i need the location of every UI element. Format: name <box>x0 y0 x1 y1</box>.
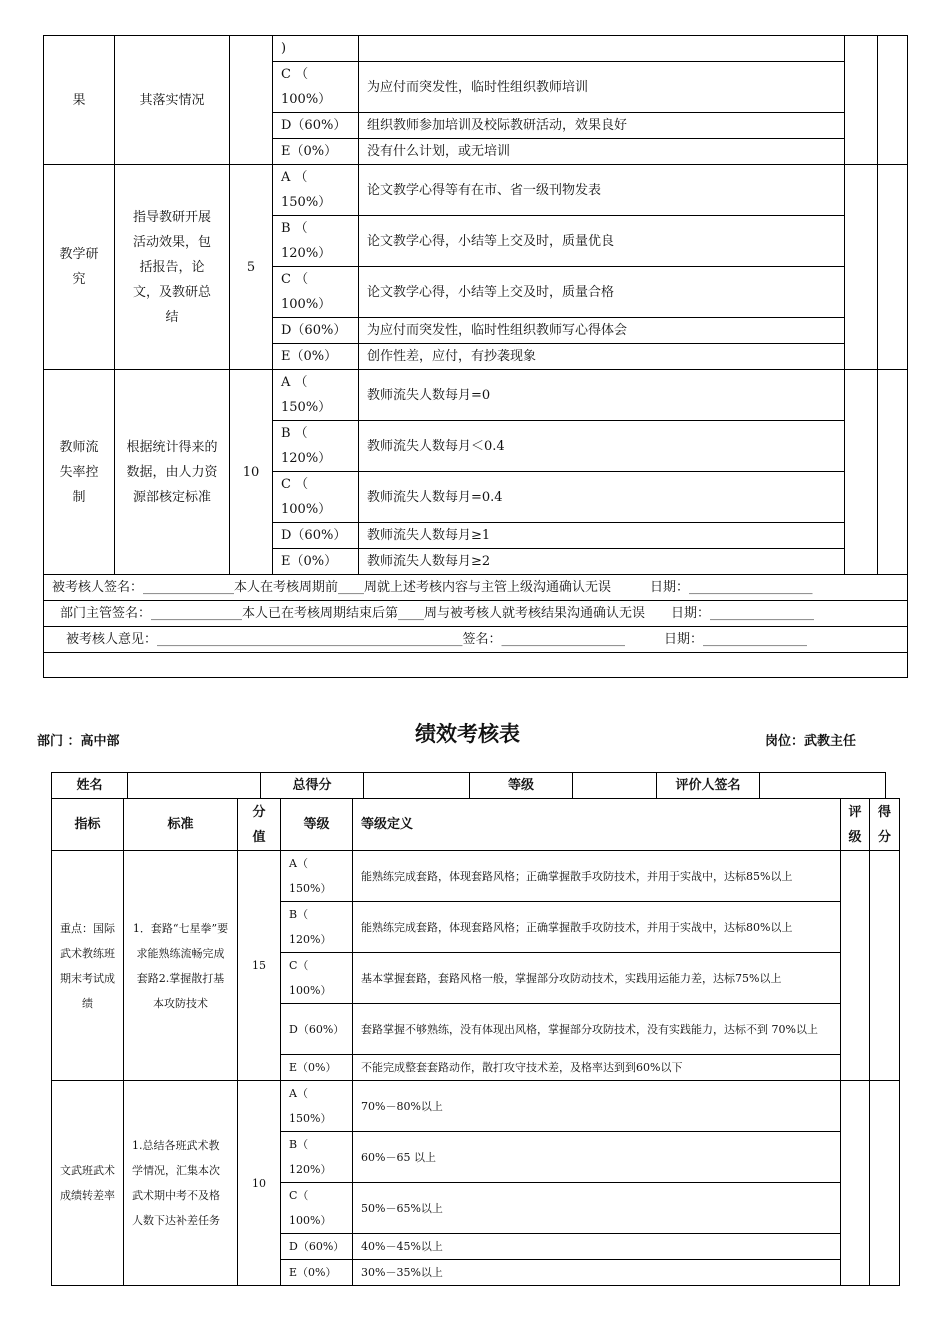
assessment-table <box>51 798 900 1286</box>
header-row <box>52 799 900 851</box>
table-row <box>52 1081 900 1132</box>
grade-cell: B（ 120%） <box>281 902 353 953</box>
score-cell: 5 <box>230 165 273 370</box>
indicator-cell: 果 <box>44 36 115 165</box>
info-table <box>51 772 886 799</box>
blank-cell[interactable] <box>44 653 908 678</box>
rating-cell <box>845 370 878 575</box>
definition-cell: 能熟练完成套路，体现套路风格；正确掌握散手攻防技术，并用于实战中，达标80%以上 <box>353 902 841 953</box>
definition-cell: 60%－65 以上 <box>353 1132 841 1183</box>
grade-cell: B（ 120%） <box>281 1132 353 1183</box>
definition-cell: 组织教师参加培训及校际教研活动，效果良好 <box>359 113 845 139</box>
points-header: 得分 <box>870 799 900 851</box>
points-cell[interactable] <box>870 851 900 1081</box>
blank-row <box>44 653 908 678</box>
definition-cell: 教师流失人数每月=0.4 <box>359 472 845 523</box>
indicator-cell: 教师流失率控制 <box>44 370 115 575</box>
grade-cell: A（ 150%） <box>281 1081 353 1132</box>
definition-cell <box>359 36 845 62</box>
indicator-header: 指标 <box>52 799 124 851</box>
table-row <box>52 851 900 902</box>
definition-cell: 论文教学心得，小结等上交及时，质量优良 <box>359 216 845 267</box>
info-row <box>52 773 886 799</box>
reviewer-field[interactable] <box>760 773 886 799</box>
points-cell <box>878 165 908 370</box>
standard-cell: 1.总结各班武术教学情况，汇集本次武术期中考不及格人数下达补差任务 <box>124 1081 238 1286</box>
standard-cell: 其落实情况 <box>115 36 230 165</box>
rating-cell <box>845 165 878 370</box>
grade-cell: B （ 120%） <box>273 421 359 472</box>
definition-cell: 基本掌握套路，套路风格一般，掌握部分攻防动技术，实践用运能力差，达标75%以上 <box>353 953 841 1004</box>
grade-cell: A （ 150%） <box>273 370 359 421</box>
signature-row <box>44 575 908 601</box>
grade-cell: A （ 150%） <box>273 165 359 216</box>
department-label: 部门 ：高中部 <box>37 734 120 749</box>
definition-header: 等级定义 <box>353 799 841 851</box>
definition-cell: 套路掌握不够熟练，没有体现出风格，掌握部分攻防技术，没有实践能力，达标不到 70%以上 <box>353 1004 841 1055</box>
grade-cell: A（ 150%） <box>281 851 353 902</box>
definition-cell: 没有什么计划，或无培训 <box>359 139 845 165</box>
table-row <box>44 165 908 216</box>
points-cell <box>878 370 908 575</box>
manager-signature-line[interactable]: 部门主管签名：______________本人已在考核周期结束后第____周与被考核人就考核结果沟通确认无误 日期：________________ <box>44 601 908 627</box>
definition-cell: 40%－45%以上 <box>353 1234 841 1260</box>
score-header: 分值 <box>238 799 281 851</box>
grade-cell: C （ 100%） <box>273 267 359 318</box>
name-field[interactable] <box>128 773 261 799</box>
grade-cell: C（ 100%） <box>281 1183 353 1234</box>
points-cell <box>878 36 908 165</box>
standard-cell: 根据统计得来的数据，由人力资源部核定标准 <box>115 370 230 575</box>
grade-cell: C（ 100%） <box>281 953 353 1004</box>
definition-cell: 论文教学心得，小结等上交及时，质量合格 <box>359 267 845 318</box>
continued-assessment-table <box>43 35 908 678</box>
definition-cell: 能熟练完成套路，体现套路风格；正确掌握散手攻防技术，并用于实战中，达标85%以上 <box>353 851 841 902</box>
rating-cell[interactable] <box>841 851 870 1081</box>
score-cell <box>230 36 273 165</box>
grade-cell: D（60%） <box>281 1004 353 1055</box>
grade-cell: ) <box>273 36 359 62</box>
reviewer-label: 评价人签名 <box>657 773 760 799</box>
signature-row <box>44 601 908 627</box>
indicator-cell: 重点：国际武术教练班期末考试成绩 <box>52 851 124 1081</box>
grade-cell: D（60%） <box>281 1234 353 1260</box>
definition-cell: 教师流失人数每月=0 <box>359 370 845 421</box>
grade-cell: E（0%） <box>281 1260 353 1286</box>
grade-cell: D（60%） <box>273 318 359 344</box>
definition-cell: 论文教学心得等有在市、省一级刊物发表 <box>359 165 845 216</box>
standard-cell: 1．套路“七星拳”要求能熟练流畅完成 套路2.掌握散打基本攻防技术 <box>124 851 238 1081</box>
definition-cell: 为应付而突发性，临时性组织教师写心得体会 <box>359 318 845 344</box>
grade-cell: C （ 100%） <box>273 62 359 113</box>
grade-header: 等级 <box>281 799 353 851</box>
definition-cell: 创作性差，应付，有抄袭现象 <box>359 344 845 370</box>
indicator-cell: 文武班武术成绩转差率 <box>52 1081 124 1286</box>
name-label: 姓名 <box>52 773 128 799</box>
points-cell[interactable] <box>870 1081 900 1286</box>
score-cell: 10 <box>230 370 273 575</box>
definition-cell: 70%－80%以上 <box>353 1081 841 1132</box>
grade-cell: E（0%） <box>273 344 359 370</box>
definition-cell: 不能完成整套套路动作，散打攻守技术差，及格率达到到60%以下 <box>353 1055 841 1081</box>
grade-cell: E（0%） <box>281 1055 353 1081</box>
table-row <box>44 370 908 421</box>
score-cell: 10 <box>238 1081 281 1286</box>
grade-cell: D（60%） <box>273 523 359 549</box>
employee-signature-line[interactable]: 被考核人签名：______________本人在考核周期前____周就上述考核内容与主管上级沟通确认无误 日期：___________________ <box>44 575 908 601</box>
grade-cell: E（0%） <box>273 139 359 165</box>
definition-cell: 教师流失人数每月≥2 <box>359 549 845 575</box>
grade-cell: E（0%） <box>273 549 359 575</box>
table-row <box>44 36 908 62</box>
standard-cell: 指导教研开展活动效果，包括报告，论文，及教研总结 <box>115 165 230 370</box>
signature-row <box>44 627 908 653</box>
form-title: 绩效考核表 <box>415 722 520 746</box>
position-label: 岗位：武教主任 <box>765 734 857 749</box>
rating-cell[interactable] <box>841 1081 870 1286</box>
grade-cell: C （ 100%） <box>273 472 359 523</box>
employee-opinion-line[interactable]: 被考核人意见：_______________________________________________签名：___________________ 日期：________________ <box>44 627 908 653</box>
form-header <box>37 718 917 758</box>
definition-cell: 为应付而突发性，临时性组织教师培训 <box>359 62 845 113</box>
rating-cell <box>845 36 878 165</box>
total-score-field[interactable] <box>364 773 470 799</box>
definition-cell: 30%－35%以上 <box>353 1260 841 1286</box>
grade-cell: B （ 120%） <box>273 216 359 267</box>
level-label: 等级 <box>470 773 573 799</box>
rating-header: 评级 <box>841 799 870 851</box>
score-cell: 15 <box>238 851 281 1081</box>
definition-cell: 50%－65%以上 <box>353 1183 841 1234</box>
level-field[interactable] <box>573 773 657 799</box>
grade-cell: D（60%） <box>273 113 359 139</box>
indicator-cell: 教学研究 <box>44 165 115 370</box>
standard-header: 标准 <box>124 799 238 851</box>
definition-cell: 教师流失人数每月≥1 <box>359 523 845 549</box>
total-score-label: 总得分 <box>261 773 364 799</box>
definition-cell: 教师流失人数每月＜0.4 <box>359 421 845 472</box>
